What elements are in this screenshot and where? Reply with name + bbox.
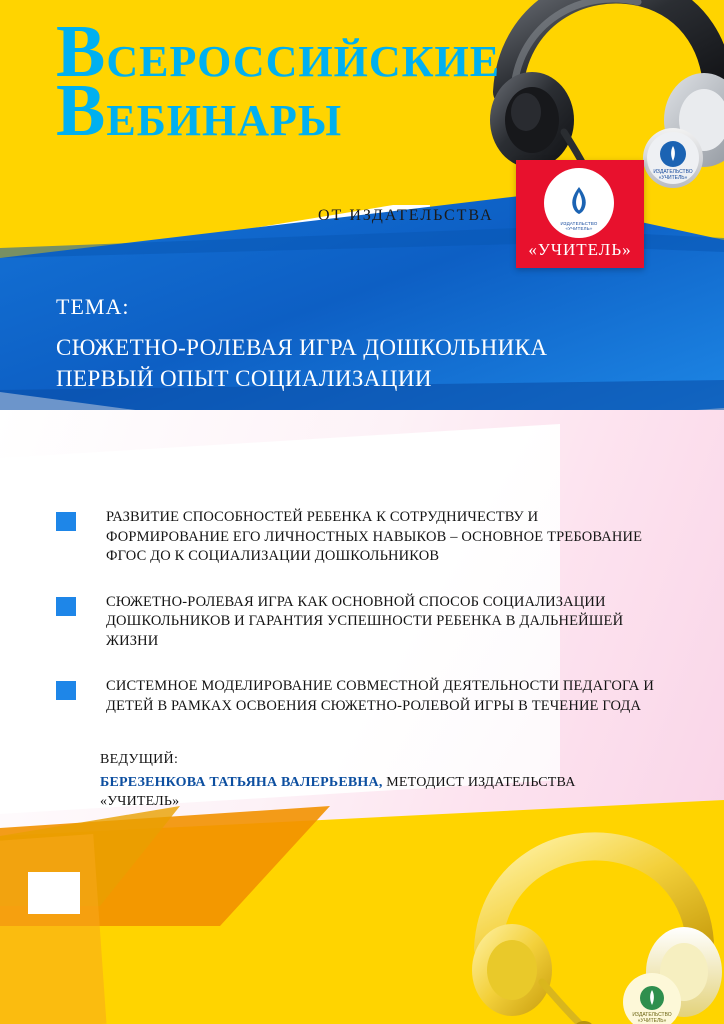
list-item-text: РАЗВИТИЕ СПОСОБНОСТЕЙ РЕБЕНКА К СОТРУДНИЧЕСТВУ И ФОРМИРОВАНИЕ ЕГО ЛИЧНОСТНЫХ НАВЫКОВ – ОСНОВНОЕ ТРЕБОВАНИЕ ФГОС ДО К СОЦИАЛИЗАЦИИ ДОШКОЛЬНИКОВ: [106, 509, 643, 564]
topic-title-line-2: ПЕРВЫЙ ОПЫТ СОЦИАЛИЗАЦИИ: [56, 366, 432, 391]
emblem-caption-line2: «УЧИТЕЛЬ»: [565, 226, 593, 231]
svg-text:ИЗДАТЕЛЬСТВО: ИЗДАТЕЛЬСТВО: [653, 169, 693, 175]
poster-header: [56, 11, 576, 152]
svg-text:«УЧИТЕЛЬ»: «УЧИТЕЛЬ»: [658, 175, 688, 181]
square-bullet-icon: [56, 681, 76, 700]
publisher-name: «УЧИТЕЛЬ»: [528, 240, 632, 259]
square-bullet-icon: [56, 512, 76, 531]
emblem-caption-line1: ИЗДАТЕЛЬСТВО: [560, 221, 598, 226]
svg-text:«УЧИТЕЛЬ»: «УЧИТЕЛЬ»: [637, 1018, 667, 1024]
list-item: [56, 593, 656, 652]
bottom-paper-shape: [0, 834, 106, 1024]
presenter-details: [100, 773, 700, 792]
emblem-caption: [544, 221, 614, 231]
presenter-org: «УЧИТЕЛЬ»: [100, 794, 180, 809]
publisher-logo: [516, 160, 644, 268]
header-line-1-rest: СЕРОССИЙСКИЕ: [106, 37, 501, 86]
headphones-icon-bottom: [430, 820, 724, 1024]
publisher-emblem-icon: [544, 168, 614, 238]
topic-label: ТЕМА:: [56, 294, 130, 319]
header-line-2-rest: ЕБИНАРЫ: [106, 96, 343, 145]
list-item: [56, 677, 656, 716]
topic-title: [56, 332, 686, 394]
presenter-block: [100, 752, 700, 811]
from-publisher-label: ОТ ИЗДАТЕЛЬСТВА: [318, 207, 494, 224]
presenter-label: ВЕДУЩИЙ:: [100, 752, 179, 767]
square-bullet-icon: [56, 597, 76, 616]
topic-title-line-1: СЮЖЕТНО-РОЛЕВАЯ ИГРА ДОШКОЛЬНИКА: [56, 335, 548, 360]
bottom-white-square: [28, 872, 80, 914]
topic-points-list: [56, 508, 656, 742]
list-item-text: СИСТЕМНОЕ МОДЕЛИРОВАНИЕ СОВМЕСТНОЙ ДЕЯТЕЛЬНОСТИ ПЕДАГОГА И ДЕТЕЙ В РАМКАХ ОСВОЕНИЯ СЮЖЕТНО-РОЛЕВОЙ ИГРЫ В ТЕЧЕНИЕ ГОДА: [106, 678, 654, 714]
svg-text:ИЗДАТЕЛЬСТВО: ИЗДАТЕЛЬСТВО: [632, 1012, 672, 1018]
header-line-1: [56, 11, 576, 93]
flame-emblem-icon: [557, 181, 601, 225]
list-item-text: СЮЖЕТНО-РОЛЕВАЯ ИГРА КАК ОСНОВНОЙ СПОСОБ СОЦИАЛИЗАЦИИ ДОШКОЛЬНИКОВ И ГАРАНТИЯ УСПЕШНОСТИ РЕБЕНКА В ДАЛЬНЕЙШЕЙ ЖИЗНИ: [106, 593, 624, 649]
header-line-1-capital: В: [56, 11, 107, 93]
presenter-name: БЕРЕЗЕНКОВА ТАТЬЯНА ВАЛЕРЬЕВНА,: [100, 775, 383, 790]
header-line-2-capital: В: [56, 70, 107, 152]
presenter-role: МЕТОДИСТ ИЗДАТЕЛЬСТВА: [382, 775, 576, 790]
list-item: [56, 508, 656, 567]
header-line-2: [56, 70, 576, 152]
